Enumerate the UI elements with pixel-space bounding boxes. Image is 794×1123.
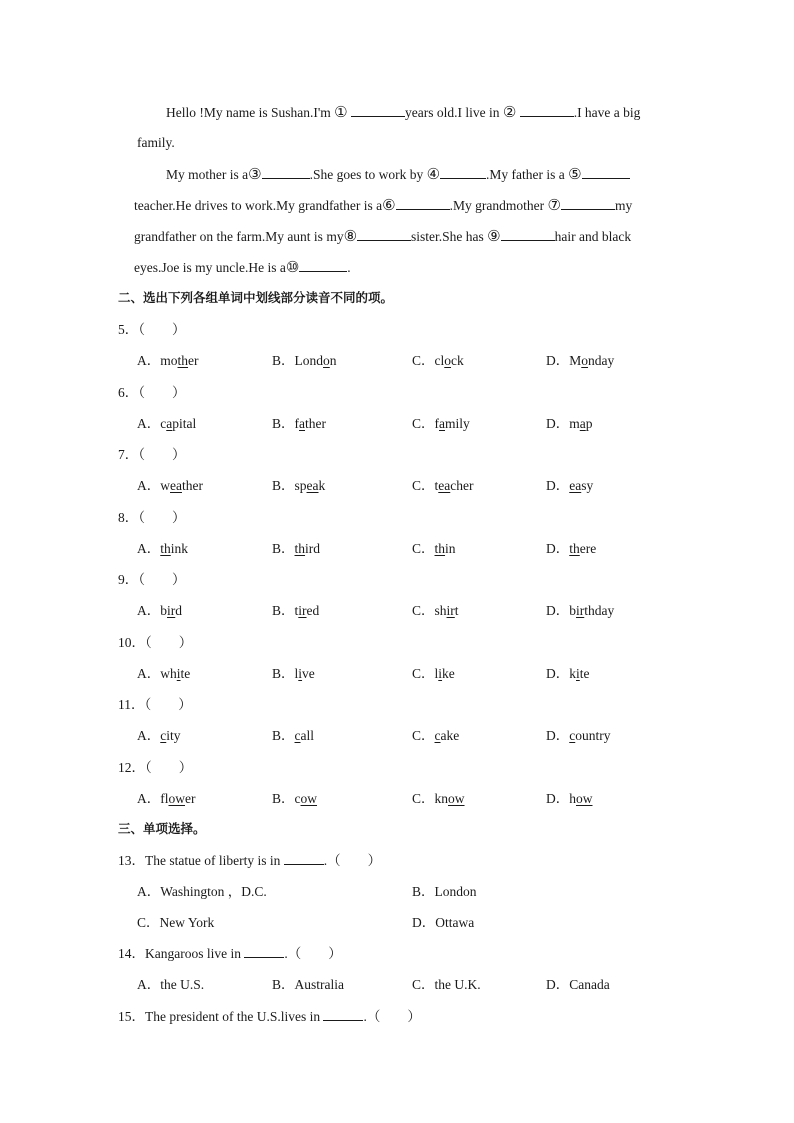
word-part: cl	[434, 353, 445, 368]
answer-blank[interactable]	[396, 197, 450, 210]
underlined-part: ir	[446, 603, 455, 618]
option-c[interactable]: C．the U.K.	[412, 977, 481, 992]
section-2-title: 二、选出下列各组单词中划线部分读音不同的项。	[118, 290, 394, 305]
option-letter: B．	[272, 541, 295, 556]
option-d[interactable]	[546, 790, 593, 808]
option-a[interactable]	[137, 415, 196, 433]
blank-number: ⑧	[343, 227, 358, 245]
option-letter: A．	[137, 791, 161, 806]
word-part: ther	[181, 478, 203, 493]
word-part: m	[569, 416, 580, 431]
option-letter: B．	[272, 603, 295, 618]
word-part: er	[188, 353, 199, 368]
underlined-part: i	[176, 666, 181, 681]
word-part: ve	[302, 666, 315, 681]
underlined-part: ow	[300, 791, 318, 806]
word-part: in	[445, 541, 456, 556]
underlined-part: ea	[569, 478, 582, 493]
answer-blank[interactable]	[244, 945, 284, 958]
word-part: M	[569, 353, 582, 368]
option-d[interactable]	[546, 352, 614, 370]
option-c[interactable]	[412, 790, 465, 808]
option-letter: C．	[412, 666, 435, 681]
answer-blank[interactable]	[351, 104, 405, 117]
word-part: k	[318, 478, 326, 493]
option-b[interactable]	[272, 415, 326, 433]
option-b[interactable]	[272, 477, 325, 495]
underlined-part: c	[434, 728, 441, 743]
word-part: l	[434, 666, 439, 681]
underlined-part: th	[177, 353, 189, 368]
question-number[interactable]: 12．（ ）	[118, 760, 193, 775]
option-a[interactable]	[137, 665, 190, 683]
word-part: Lond	[294, 353, 324, 368]
passage-text: hair and black	[554, 229, 632, 244]
underlined-part: ir	[298, 603, 307, 618]
answer-blank[interactable]	[561, 197, 615, 210]
passage-line-1	[166, 103, 640, 122]
option-letter: C．	[412, 478, 435, 493]
underlined-part: i	[576, 666, 580, 681]
answer-blank[interactable]	[284, 852, 324, 865]
option-c[interactable]	[412, 540, 456, 558]
option-d[interactable]	[546, 415, 593, 433]
passage-text: years old.I live in	[405, 105, 503, 120]
option-c[interactable]	[412, 665, 455, 683]
underlined-part: th	[434, 541, 446, 556]
option-letter: A．	[137, 416, 161, 431]
option-c[interactable]	[412, 727, 459, 745]
passage-line-6	[134, 258, 351, 277]
word-part: all	[300, 728, 315, 743]
underlined-part: ow	[576, 791, 593, 806]
word-part: ink	[170, 541, 189, 556]
question-number[interactable]: 8．（ ）	[118, 510, 186, 525]
option-letter: B．	[272, 478, 295, 493]
option-a[interactable]	[137, 352, 199, 370]
word-part: wh	[160, 666, 177, 681]
underlined-part: c	[569, 728, 576, 743]
option-d[interactable]	[546, 477, 593, 495]
passage-text: teacher.He drives to work.My grandfather is a	[134, 198, 383, 213]
answer-parens[interactable]: .（ ）	[363, 1009, 421, 1024]
passage-line-3	[166, 165, 630, 184]
question-number[interactable]: 7．（ ）	[118, 447, 186, 462]
passage-text: my	[614, 198, 633, 213]
option-letter: B．	[272, 353, 295, 368]
option-b[interactable]	[272, 790, 317, 808]
answer-blank[interactable]	[357, 228, 411, 241]
word-part: h	[569, 791, 576, 806]
option-c[interactable]	[412, 602, 459, 620]
passage-text: eyes.Joe is my uncle.He is a	[134, 260, 286, 275]
option-d[interactable]: D．Ottawa	[412, 915, 475, 930]
option-b[interactable]: B．Australia	[272, 977, 344, 992]
passage-text: My mother is a	[166, 167, 249, 182]
word-part: t	[434, 478, 439, 493]
passage-text: .My grandmother	[449, 198, 548, 213]
word-part: p	[585, 416, 593, 431]
option-b[interactable]	[272, 727, 314, 745]
option-b[interactable]	[272, 540, 320, 558]
option-a[interactable]	[137, 540, 188, 558]
question-number[interactable]: 9．（ ）	[118, 572, 186, 587]
underlined-part: th	[294, 541, 306, 556]
answer-parens[interactable]: .（ ）	[323, 853, 382, 868]
passage-text: family.	[137, 135, 175, 150]
underlined-part: ow	[448, 791, 465, 806]
underlined-part: ir	[167, 603, 176, 618]
answer-parens[interactable]: .（ ）	[284, 946, 342, 961]
word-part: l	[294, 666, 299, 681]
question-stem: 13．The statue of liberty is in	[118, 853, 281, 868]
option-letter: D．	[546, 666, 570, 681]
underlined-part: a	[299, 416, 306, 431]
passage-text: sister.She has	[411, 229, 488, 244]
option-letter: A．	[137, 603, 161, 618]
underlined-part: th	[160, 541, 171, 556]
option-d[interactable]	[546, 602, 614, 620]
question-stem: 14．Kangaroos live in	[118, 946, 241, 961]
underlined-part: a	[439, 416, 446, 431]
option-c[interactable]: C．New York	[137, 915, 215, 930]
option-letter: A．	[137, 478, 161, 493]
answer-blank[interactable]	[582, 166, 630, 179]
underlined-part: ow	[168, 791, 185, 806]
option-letter: A．	[137, 541, 161, 556]
question-15	[118, 1008, 421, 1026]
passage-text: Hello !My name is Sushan.I'm	[166, 105, 335, 120]
passage-line-4	[134, 196, 632, 215]
blank-number: ⑩	[285, 258, 300, 276]
underlined-part: ea	[438, 478, 451, 493]
word-part: te	[180, 666, 191, 681]
word-part: f	[294, 416, 300, 431]
word-part: n	[329, 353, 337, 368]
option-b[interactable]	[272, 352, 337, 370]
option-letter: C．	[412, 603, 435, 618]
passage-line-2	[137, 134, 175, 152]
underlined-part: o	[444, 353, 452, 368]
option-letter: C．	[412, 541, 435, 556]
answer-blank[interactable]	[262, 166, 310, 179]
passage-text: .My father is a	[486, 167, 569, 182]
word-part: c	[160, 416, 167, 431]
option-a[interactable]	[137, 602, 182, 620]
word-part: k	[569, 666, 576, 681]
option-c[interactable]	[412, 415, 470, 433]
question-13	[118, 852, 381, 870]
blank-number: ⑦	[547, 196, 561, 214]
underlined-part: a	[166, 416, 173, 431]
option-letter: D．	[546, 603, 570, 618]
passage-line-5	[134, 227, 631, 246]
option-letter: B．	[272, 416, 295, 431]
passage-text: .I have a big	[573, 105, 641, 120]
underlined-part: o	[323, 353, 330, 368]
question-number[interactable]: 10．（ ）	[118, 635, 193, 650]
word-part: b	[160, 603, 167, 618]
option-letter: B．	[272, 791, 295, 806]
option-a[interactable]	[137, 477, 203, 495]
word-part: kn	[434, 791, 449, 806]
word-part: sp	[294, 478, 307, 493]
option-d[interactable]: D．Canada	[546, 977, 610, 992]
answer-blank[interactable]	[501, 228, 555, 241]
word-part: t	[454, 603, 459, 618]
word-part: f	[434, 416, 440, 431]
question-number[interactable]: 11．（ ）	[118, 697, 192, 712]
blank-number: ①	[334, 103, 348, 121]
blank-number: ②	[502, 103, 517, 121]
option-c[interactable]	[412, 352, 464, 370]
section-3-title: 三、单项选择。	[118, 821, 206, 836]
word-part: ck	[451, 353, 464, 368]
underlined-part: c	[294, 728, 301, 743]
option-a[interactable]: A．the U.S.	[137, 977, 205, 992]
underlined-part: ir	[576, 603, 585, 618]
word-part: c	[294, 791, 301, 806]
underlined-part: ea	[306, 478, 319, 493]
passage-text: .She goes to work by	[309, 167, 427, 182]
word-part: ountry	[575, 728, 611, 743]
word-part: t	[294, 603, 299, 618]
option-b[interactable]: B．London	[412, 884, 477, 899]
option-a[interactable]: A．Washington ，D.C.	[137, 884, 267, 899]
word-part: cher	[450, 478, 474, 493]
word-part: ird	[305, 541, 321, 556]
question-number[interactable]: 5．（ ）	[118, 322, 186, 337]
option-letter: D．	[546, 728, 570, 743]
question-number[interactable]: 6．（ ）	[118, 385, 186, 400]
option-d[interactable]	[546, 727, 611, 745]
answer-blank[interactable]	[440, 166, 486, 179]
blank-number: ③	[248, 165, 262, 183]
option-letter: D．	[546, 478, 570, 493]
option-letter: D．	[546, 541, 570, 556]
word-part: mo	[160, 353, 178, 368]
word-part: ke	[442, 666, 455, 681]
word-part: ake	[440, 728, 460, 743]
word-part: b	[569, 603, 576, 618]
option-letter: B．	[272, 666, 295, 681]
question-stem: 15．The president of the U.S.lives in	[118, 1009, 321, 1024]
blank-number: ⑥	[382, 196, 396, 214]
option-letter: B．	[272, 728, 295, 743]
option-letter: C．	[412, 353, 435, 368]
word-part: thday	[584, 603, 615, 618]
word-part: fl	[160, 791, 169, 806]
word-part: ed	[306, 603, 320, 618]
option-b[interactable]	[272, 665, 315, 683]
word-part: ere	[579, 541, 597, 556]
option-letter: A．	[137, 353, 161, 368]
word-part: pital	[172, 416, 197, 431]
underlined-part: o	[581, 353, 589, 368]
blank-number: ⑨	[487, 227, 501, 245]
underlined-part: c	[160, 728, 167, 743]
option-letter: D．	[546, 791, 570, 806]
underlined-part: i	[298, 666, 303, 681]
blank-number: ⑤	[568, 165, 582, 183]
underlined-part: a	[579, 416, 586, 431]
word-part: d	[175, 603, 182, 618]
word-part: ity	[166, 728, 181, 743]
blank-number: ④	[426, 165, 441, 183]
word-part: sy	[581, 478, 594, 493]
question-14	[118, 945, 342, 963]
answer-blank[interactable]	[299, 259, 347, 272]
word-part: w	[160, 478, 170, 493]
word-part: nday	[588, 353, 615, 368]
passage-text: grandfather on the farm.My aunt is my	[134, 229, 344, 244]
word-part: te	[579, 666, 590, 681]
option-letter: C．	[412, 416, 435, 431]
option-letter: D．	[546, 416, 570, 431]
option-letter: C．	[412, 728, 435, 743]
word-part: sh	[434, 603, 447, 618]
underlined-part: i	[438, 666, 443, 681]
option-d[interactable]	[546, 665, 590, 683]
passage-text: .	[347, 260, 351, 275]
underlined-part: ea	[170, 478, 182, 493]
answer-blank[interactable]	[520, 104, 574, 117]
word-part: er	[185, 791, 196, 806]
option-a[interactable]	[137, 727, 181, 745]
option-b[interactable]	[272, 602, 319, 620]
option-letter: C．	[412, 791, 435, 806]
option-d[interactable]	[546, 540, 596, 558]
option-letter: A．	[137, 666, 161, 681]
option-a[interactable]	[137, 790, 196, 808]
option-c[interactable]	[412, 477, 474, 495]
answer-blank[interactable]	[323, 1008, 363, 1021]
underlined-part: th	[569, 541, 580, 556]
option-letter: D．	[546, 353, 570, 368]
word-part: ther	[305, 416, 327, 431]
word-part: mily	[445, 416, 470, 431]
option-letter: A．	[137, 728, 161, 743]
